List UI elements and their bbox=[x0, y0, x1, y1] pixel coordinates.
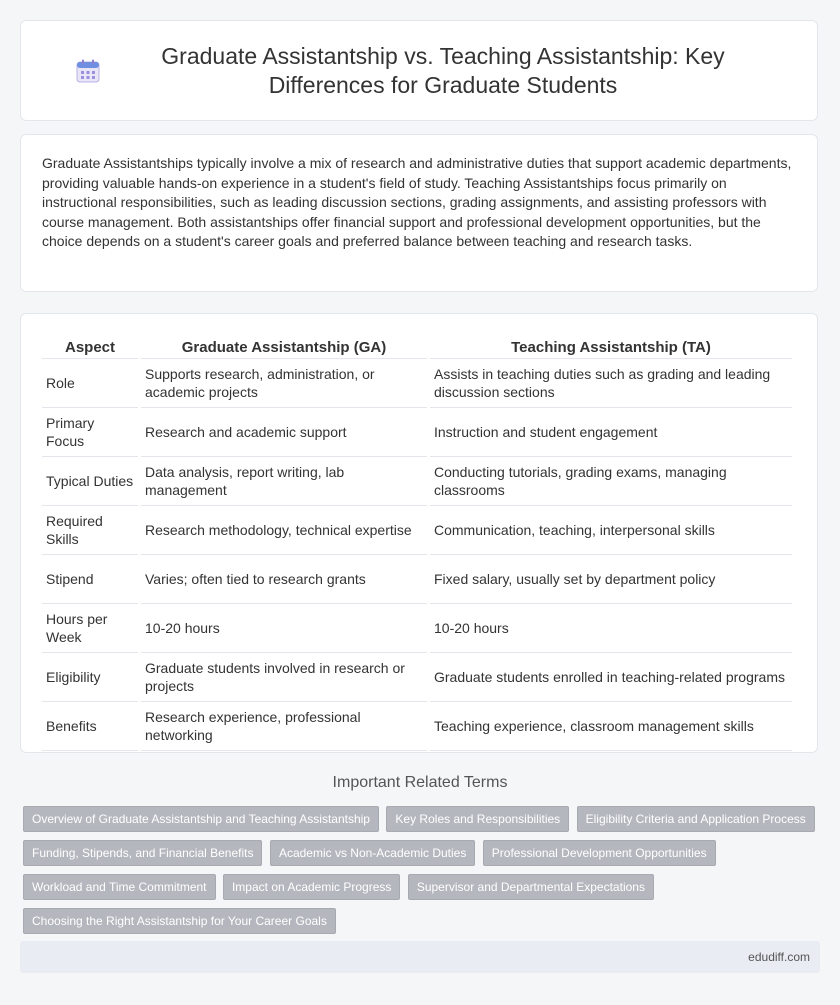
table-cell-aspect: Eligibility bbox=[42, 653, 138, 702]
table-cell-ta: Graduate students enrolled in teaching-related programs bbox=[430, 653, 792, 702]
related-term-tag[interactable]: Professional Development Opportunities bbox=[483, 840, 716, 866]
table-cell-ga: Research and academic support bbox=[141, 408, 427, 457]
column-header-ta: Teaching Assistantship (TA) bbox=[430, 333, 792, 359]
related-term-tag[interactable]: Workload and Time Commitment bbox=[23, 874, 216, 900]
table-cell-aspect: Required Skills bbox=[42, 506, 138, 555]
header-card bbox=[20, 20, 818, 121]
footer-site-link[interactable]: edudiff.com bbox=[748, 950, 810, 964]
table-cell-aspect: Typical Duties bbox=[42, 457, 138, 506]
related-term-tag[interactable]: Supervisor and Departmental Expectations bbox=[408, 874, 654, 900]
table-row bbox=[42, 653, 792, 702]
column-header-aspect: Aspect bbox=[42, 333, 138, 359]
table-cell-ga: Data analysis, report writing, lab management bbox=[141, 457, 427, 506]
table-cell-ta: Conducting tutorials, grading exams, managing classrooms bbox=[430, 457, 792, 506]
table-cell-ta: Teaching experience, classroom management skills bbox=[430, 702, 792, 751]
intro-card bbox=[20, 134, 818, 292]
related-term-tag[interactable]: Impact on Academic Progress bbox=[223, 874, 400, 900]
table-cell-ta: Instruction and student engagement bbox=[430, 408, 792, 457]
related-term-tag[interactable]: Academic vs Non-Academic Duties bbox=[270, 840, 475, 866]
table-cell-ga: Varies; often tied to research grants bbox=[141, 555, 427, 604]
comparison-table-card bbox=[20, 313, 818, 753]
related-term-tag[interactable]: Eligibility Criteria and Application Process bbox=[577, 806, 815, 832]
related-term-tag[interactable]: Funding, Stipends, and Financial Benefits bbox=[23, 840, 262, 866]
table-cell-ta: Assists in teaching duties such as grading and leading discussion sections bbox=[430, 359, 792, 408]
related-term-tag[interactable]: Key Roles and Responsibilities bbox=[386, 806, 569, 832]
related-term-tag[interactable]: Choosing the Right Assistantship for Your Career Goals bbox=[23, 908, 336, 934]
table-cell-aspect: Hours per Week bbox=[42, 604, 138, 653]
related-term-tag[interactable]: Overview of Graduate Assistantship and Teaching Assistantship bbox=[23, 806, 379, 832]
table-row bbox=[42, 555, 792, 604]
table-row bbox=[42, 506, 792, 555]
table-cell-ta: 10-20 hours bbox=[430, 604, 792, 653]
table-row bbox=[42, 359, 792, 408]
table-cell-ga: Supports research, administration, or academic projects bbox=[141, 359, 427, 408]
table-cell-ta: Fixed salary, usually set by department policy bbox=[430, 555, 792, 604]
table-cell-ga: 10-20 hours bbox=[141, 604, 427, 653]
related-terms-list bbox=[23, 806, 823, 942]
table-row bbox=[42, 408, 792, 457]
table-cell-ga: Research experience, professional networking bbox=[141, 702, 427, 751]
intro-text: Graduate Assistantships typically involve a mix of research and administrative duties that support academic departments, providing valuable hands-on experience in a student's field of study. Teaching Assistantships focus primarily on instructional responsibilities, such as leading discussion sections, grading assignments, and assisting professors with course management. Both assistantships offer financial support and professional development opportunities, but the choice depends on a student's career goals and preferred balance between teaching and research tasks. bbox=[42, 155, 792, 249]
table-cell-aspect: Benefits bbox=[42, 702, 138, 751]
table-cell-aspect: Primary Focus bbox=[42, 408, 138, 457]
table-cell-aspect: Stipend bbox=[42, 555, 138, 604]
page-title: Graduate Assistantship vs. Teaching Assistantship: Key Differences for Graduate Students bbox=[161, 42, 725, 98]
table-row bbox=[42, 604, 792, 653]
comparison-table bbox=[39, 333, 795, 751]
footer bbox=[20, 941, 820, 973]
table-row bbox=[42, 702, 792, 751]
table-header-row bbox=[42, 333, 792, 359]
table-cell-aspect: Role bbox=[42, 359, 138, 408]
table-cell-ga: Research methodology, technical expertise bbox=[141, 506, 427, 555]
related-terms-heading: Important Related Terms bbox=[332, 774, 508, 791]
calendar-icon bbox=[75, 58, 101, 84]
table-row bbox=[42, 457, 792, 506]
table-cell-ga: Graduate students involved in research or projects bbox=[141, 653, 427, 702]
table-cell-ta: Communication, teaching, interpersonal skills bbox=[430, 506, 792, 555]
column-header-ga: Graduate Assistantship (GA) bbox=[141, 333, 427, 359]
